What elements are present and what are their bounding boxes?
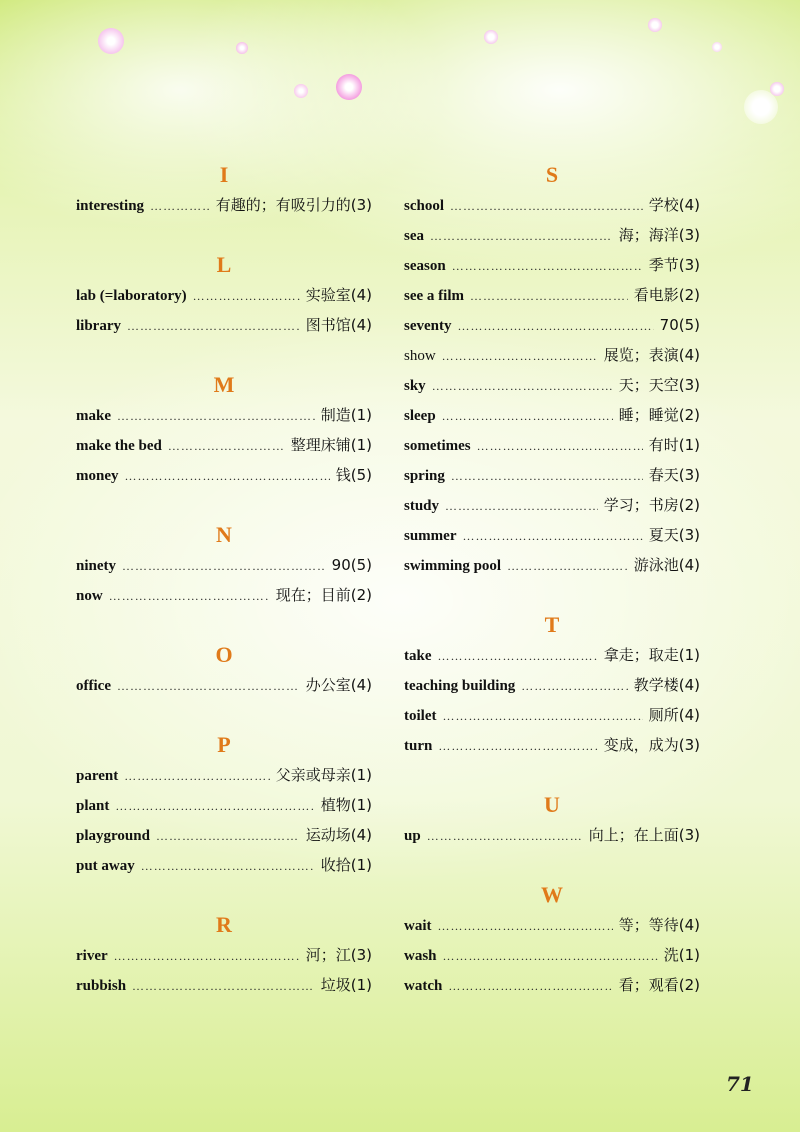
glossary-entry (404, 640, 700, 670)
entry-meaning: 看；观看(2) (618, 976, 700, 994)
dot-leader (124, 761, 270, 791)
right-column (404, 160, 700, 1000)
entry-word: take (404, 648, 432, 664)
glossary-entry (76, 940, 372, 970)
glossary-entry (404, 910, 700, 940)
section-letter-heading: W (541, 882, 563, 907)
dot-leader (448, 971, 612, 1001)
dot-leader (438, 641, 598, 671)
entry-meaning: 春天(3) (648, 466, 700, 484)
section-gap (404, 760, 700, 790)
entry-word: wait (404, 918, 432, 934)
section-letter-heading: U (544, 792, 560, 817)
section-gap (76, 490, 372, 520)
entry-meaning: 教学楼(4) (633, 676, 700, 694)
section-letter-heading: M (213, 372, 235, 397)
section-gap (76, 700, 372, 730)
page-number: 71 (726, 1072, 754, 1096)
entry-word: season (404, 258, 446, 274)
dot-leader (127, 311, 300, 341)
dot-leader (132, 971, 315, 1001)
glossary-section-r (76, 910, 372, 1000)
dot-leader (117, 671, 300, 701)
entry-meaning: 90(5) (331, 556, 372, 574)
dot-leader (442, 701, 642, 731)
section-gap (76, 880, 372, 910)
decorative-bubble (770, 82, 784, 96)
entry-meaning: 实验室(4) (305, 286, 372, 304)
section-gap (404, 850, 700, 880)
section-letter-heading: O (215, 642, 233, 667)
glossary-section-n (76, 520, 372, 610)
glossary-entry (404, 430, 700, 460)
section-letter-heading: N (216, 522, 232, 547)
entry-meaning: 学校(4) (648, 196, 700, 214)
dot-leader (463, 521, 643, 551)
entry-meaning: 垃圾(1) (320, 976, 372, 994)
dot-leader (115, 791, 314, 821)
entry-word: library (76, 318, 121, 334)
glossary-entry (404, 400, 700, 430)
entry-word: now (76, 588, 103, 604)
glossary-entry (404, 310, 700, 340)
entry-word: sometimes (404, 438, 471, 454)
entry-meaning: 现在；目前(2) (275, 586, 372, 604)
entry-meaning: 季节(3) (648, 256, 700, 274)
entry-meaning: 有趣的；有吸引力的(3) (215, 196, 372, 214)
dot-leader (443, 941, 658, 971)
entry-meaning: 变成，成为(3) (603, 736, 700, 754)
entry-word: turn (404, 738, 433, 754)
entry-word: make (76, 408, 111, 424)
glossary-entry (76, 280, 372, 310)
entry-meaning: 有时(1) (648, 436, 700, 454)
glossary-entry (404, 280, 700, 310)
entry-meaning: 拿走；取走(1) (603, 646, 700, 664)
entry-word: make the bed (76, 438, 162, 454)
dot-leader (122, 551, 326, 581)
section-letter-heading: R (216, 912, 232, 937)
dot-leader (458, 311, 654, 341)
entry-meaning: 学习；书房(2) (603, 496, 700, 514)
entry-meaning: 制造(1) (320, 406, 372, 424)
entry-meaning: 整理床铺(1) (290, 436, 372, 454)
section-gap (76, 610, 372, 640)
dot-leader (141, 851, 315, 881)
glossary-section-t (404, 610, 700, 760)
decorative-bubble (712, 42, 722, 52)
glossary-entry (76, 550, 372, 580)
dot-leader (442, 401, 613, 431)
glossary-entry (76, 400, 372, 430)
dot-leader (445, 491, 598, 521)
entry-word: interesting (76, 198, 145, 214)
entry-word: money (76, 468, 119, 484)
dot-leader (109, 581, 270, 611)
glossary-section-u (404, 790, 700, 850)
entry-word: put away (76, 858, 135, 874)
glossary-entry (404, 520, 700, 550)
dot-leader (432, 371, 613, 401)
decorative-bubble (648, 18, 662, 32)
glossary-section-o (76, 640, 372, 700)
dot-leader (168, 431, 285, 461)
dot-leader (470, 281, 628, 311)
decorative-bubble (294, 84, 308, 98)
glossary-entry (76, 580, 372, 610)
glossary-section-w (404, 880, 700, 1000)
dot-leader (521, 671, 627, 701)
glossary-entry (76, 850, 372, 880)
glossary-entry (404, 940, 700, 970)
glossary-entry (404, 340, 700, 370)
dot-leader (451, 461, 643, 491)
dot-leader (442, 341, 598, 371)
decorative-bubble (236, 42, 248, 54)
glossary-entry (76, 460, 372, 490)
dot-leader (117, 401, 315, 431)
entry-word: sleep (404, 408, 436, 424)
dot-leader (114, 941, 300, 971)
glossary-entry (76, 430, 372, 460)
entry-word: plant (76, 798, 110, 814)
glossary-entry (404, 250, 700, 280)
entry-word: teaching building (404, 678, 516, 694)
entry-word: see a film (404, 288, 464, 304)
glossary-section-s (404, 160, 700, 580)
entry-meaning: 收拾(1) (320, 856, 372, 874)
entry-meaning: 睡；睡觉(2) (618, 406, 700, 424)
entry-word: spring (404, 468, 445, 484)
glossary-entry (404, 730, 700, 760)
entry-word: school (404, 198, 445, 214)
glossary-entry (404, 370, 700, 400)
entry-word: wash (404, 948, 437, 964)
glossary-entry (76, 760, 372, 790)
section-gap (76, 340, 372, 370)
section-letter-heading: T (544, 612, 560, 637)
entry-word: playground (76, 828, 150, 844)
entry-meaning: 河；江(3) (305, 946, 372, 964)
entry-meaning: 办公室(4) (305, 676, 372, 694)
entry-word: lab (=laboratory) (76, 288, 187, 304)
glossary-entry (76, 310, 372, 340)
entry-meaning: 天；天空(3) (618, 376, 700, 394)
glossary-entry (76, 820, 372, 850)
dot-leader (477, 431, 643, 461)
dot-leader (430, 221, 613, 251)
left-column (76, 160, 372, 1000)
glossary-entry (404, 670, 700, 700)
entry-meaning: 游泳池(4) (633, 556, 700, 574)
entry-meaning: 图书馆(4) (305, 316, 372, 334)
dot-leader (150, 191, 210, 221)
section-letter-heading: P (217, 732, 231, 757)
entry-word: ninety (76, 558, 117, 574)
dot-leader (156, 821, 300, 851)
entry-word: swimming pool (404, 558, 502, 574)
entry-meaning: 等；等待(4) (618, 916, 700, 934)
entry-word: summer (404, 528, 457, 544)
glossary-section-l (76, 250, 372, 340)
dot-leader (193, 281, 300, 311)
entry-word: up (404, 828, 421, 844)
dot-leader (438, 731, 597, 761)
glossary-entry (404, 190, 700, 220)
dot-leader (452, 251, 643, 281)
entry-word: seventy (404, 318, 452, 334)
entry-meaning: 父亲或母亲(1) (275, 766, 372, 784)
decorative-bubble (98, 28, 124, 54)
section-gap (76, 220, 372, 250)
entry-word: study (404, 498, 440, 514)
entry-meaning: 海；海洋(3) (618, 226, 700, 244)
entry-word: parent (76, 768, 119, 784)
entry-meaning: 厕所(4) (648, 706, 700, 724)
entry-meaning: 洗(1) (663, 946, 700, 964)
decorative-bubble (484, 30, 498, 44)
dot-leader (125, 461, 330, 491)
section-letter-heading: L (216, 252, 232, 277)
glossary-entry (404, 490, 700, 520)
entry-meaning: 70(5) (659, 316, 700, 334)
entry-meaning: 植物(1) (320, 796, 372, 814)
entry-word: office (76, 678, 111, 694)
glossary-entry (404, 820, 700, 850)
section-gap (404, 580, 700, 610)
dot-leader (438, 911, 613, 941)
dot-leader (450, 191, 643, 221)
glossary-entry (404, 970, 700, 1000)
entry-meaning: 看电影(2) (633, 286, 700, 304)
glossary-entry (404, 700, 700, 730)
glossary-section-p (76, 730, 372, 880)
glossary-entry (76, 790, 372, 820)
entry-meaning: 钱(5) (335, 466, 372, 484)
entry-word: river (76, 948, 108, 964)
dot-leader (507, 551, 628, 581)
entry-meaning: 向上；在上面(3) (588, 826, 700, 844)
glossary-entry (76, 190, 372, 220)
section-letter-heading: S (545, 162, 559, 187)
dot-leader (427, 821, 583, 851)
glossary-entry (76, 670, 372, 700)
entry-meaning: 展览；表演(4) (603, 346, 700, 364)
section-letter-heading: I (219, 162, 229, 187)
entry-meaning: 运动场(4) (305, 826, 372, 844)
glossary-entry (76, 970, 372, 1000)
entry-meaning: 夏天(3) (648, 526, 700, 544)
glossary-entry (404, 550, 700, 580)
entry-word: rubbish (76, 978, 127, 994)
entry-word: sea (404, 228, 424, 244)
entry-word: watch (404, 978, 443, 994)
glossary-section-i (76, 160, 372, 220)
decorative-bubble (336, 74, 362, 100)
glossary-entry (404, 220, 700, 250)
glossary-section-m (76, 370, 372, 490)
glossary-entry (404, 460, 700, 490)
entry-word: show (404, 348, 436, 364)
entry-word: sky (404, 378, 426, 394)
entry-word: toilet (404, 708, 437, 724)
